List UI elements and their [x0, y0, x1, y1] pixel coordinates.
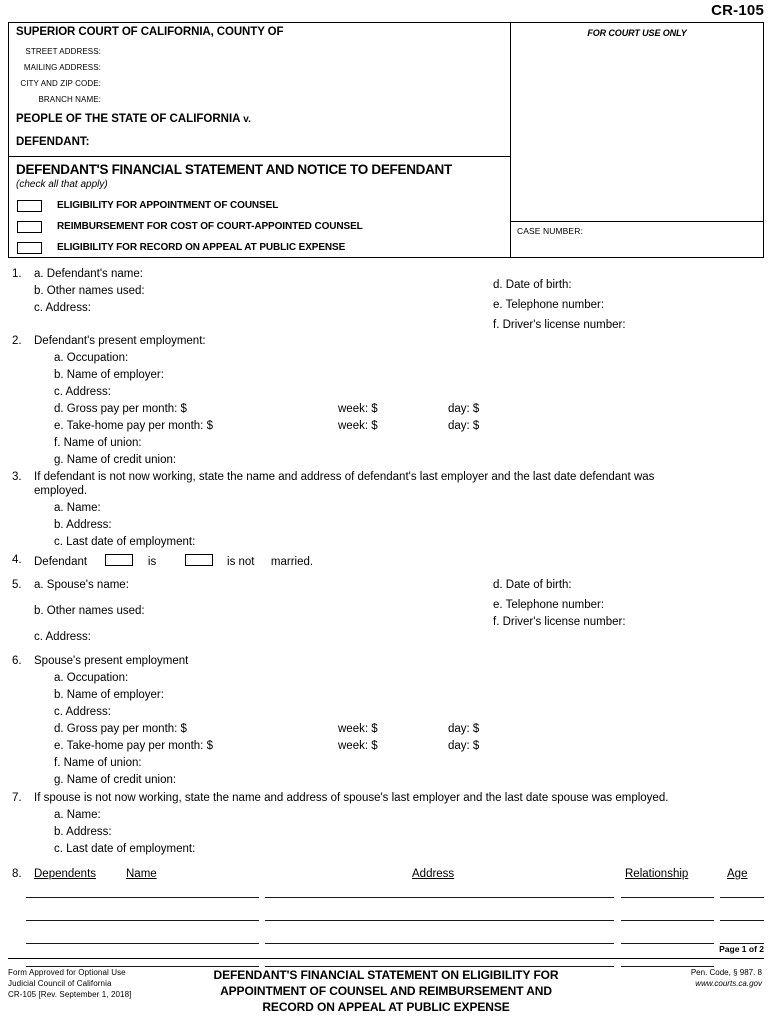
item-4-defendant-word: Defendant [34, 556, 88, 568]
item-5e-telephone-number[interactable]: e. Telephone number: [493, 599, 605, 611]
checkbox-label-reimbursement: REIMBURSEMENT FOR COST OF COURT-APPOINTED COUNSEL [57, 221, 363, 232]
item-3b-address[interactable]: b. Address: [54, 519, 112, 531]
item-5d-date-of-birth[interactable]: d. Date of birth: [493, 579, 572, 591]
page-indicator: Page 1 of 2 [719, 944, 764, 954]
footer-approved-line2: Judicial Council of California [8, 979, 112, 988]
item-1f-drivers-license[interactable]: f. Driver's license number: [493, 319, 626, 331]
footer-divider [8, 958, 764, 959]
document-title: DEFENDANT'S FINANCIAL STATEMENT AND NOTICE TO DEFENDANT [16, 162, 452, 177]
dependents-label: Dependents [34, 868, 97, 880]
item-2-title: Defendant's present employment: [34, 335, 206, 347]
footer-title-line3: RECORD ON APPEAL AT PUBLIC EXPENSE [262, 1000, 510, 1014]
item-6d-gross-pay-day[interactable]: day: $ [448, 723, 480, 735]
caption-left-panel [9, 23, 511, 257]
item-2g-name-of-credit-union[interactable]: g. Name of credit union: [54, 454, 177, 466]
for-court-use-only-label: FOR COURT USE ONLY [587, 28, 687, 38]
item-4-number: 4. [12, 554, 22, 566]
item-4-marital-status-row [34, 554, 313, 569]
column-header-relationship: Relationship [625, 868, 689, 880]
footer-reference-block [691, 967, 762, 989]
court-title: SUPERIOR COURT OF CALIFORNIA, COUNTY OF [16, 26, 284, 38]
item-2c-address[interactable]: c. Address: [54, 386, 111, 398]
people-plaintiff-line [16, 113, 251, 125]
checkbox-is-married[interactable] [105, 554, 133, 566]
item-7-title: If spouse is not now working, state the name and address of spouse's last employer and the last date spouse was employed. [34, 792, 669, 804]
item-6g-name-of-credit-union[interactable]: g. Name of credit union: [54, 774, 177, 786]
people-plaintiff-label: PEOPLE OF THE STATE OF CALIFORNIA [16, 113, 241, 125]
footer-title-block [0, 967, 772, 1015]
branch-name-row[interactable] [9, 92, 309, 108]
item-1b-other-names[interactable]: b. Other names used: [34, 285, 145, 297]
item-7b-address[interactable]: b. Address: [54, 826, 112, 838]
item-2a-occupation[interactable]: a. Occupation: [54, 352, 129, 364]
street-address-label: STREET ADDRESS: [25, 47, 101, 56]
dependent-row-2-relationship-line[interactable] [621, 920, 714, 921]
item-5c-address[interactable]: c. Address: [34, 631, 91, 643]
item-5a-spouse-name[interactable]: a. Spouse's name: [34, 579, 129, 591]
city-zip-row[interactable] [9, 76, 309, 92]
item-6c-address[interactable]: c. Address: [54, 706, 111, 718]
checkbox-is-not-married[interactable] [185, 554, 213, 566]
versus-label: v. [243, 114, 251, 125]
footer-title-line2: APPOINTMENT OF COUNSEL AND REIMBURSEMENT AND [220, 984, 552, 998]
court-address-fields [9, 44, 309, 108]
dependent-row-2-name-line[interactable] [26, 920, 259, 921]
item-4-is-label: is [147, 556, 157, 568]
caption-divider [9, 156, 510, 157]
dependent-row-2-address-line[interactable] [265, 920, 614, 921]
item-3c-last-date-employment[interactable]: c. Last date of employment: [54, 536, 196, 548]
item-6d-gross-pay-week[interactable]: week: $ [338, 723, 378, 735]
caption-box [8, 22, 764, 258]
item-2f-name-of-union[interactable]: f. Name of union: [54, 437, 142, 449]
branch-name-label: BRANCH NAME: [38, 95, 101, 104]
item-2d-gross-pay-day[interactable]: day: $ [448, 403, 480, 415]
footer-website-link[interactable]: www.courts.ca.gov [695, 979, 762, 988]
column-header-name: Name [126, 868, 157, 880]
item-6a-occupation[interactable]: a. Occupation: [54, 672, 129, 684]
item-4-is-not-label: is not [227, 556, 255, 568]
mailing-address-label: MAILING ADDRESS: [23, 63, 101, 72]
item-2e-take-home-day[interactable]: day: $ [448, 420, 480, 432]
item-2e-take-home-week[interactable]: week: $ [338, 420, 378, 432]
item-1e-telephone-number[interactable]: e. Telephone number: [493, 299, 605, 311]
defendant-label: DEFENDANT: [16, 136, 90, 148]
item-6e-take-home-day[interactable]: day: $ [448, 740, 480, 752]
dependent-row-1-address-line[interactable] [265, 897, 614, 898]
item-6f-name-of-union[interactable]: f. Name of union: [54, 757, 142, 769]
eligibility-checkbox-list [17, 195, 497, 258]
item-2d-gross-pay-week[interactable]: week: $ [338, 403, 378, 415]
dependent-row-2-age-line[interactable] [720, 920, 764, 921]
checkbox-row-record-on-appeal[interactable] [17, 237, 497, 258]
checkbox-record-on-appeal[interactable] [17, 242, 42, 254]
dependent-row-1-name-line[interactable] [26, 897, 259, 898]
checkbox-reimbursement[interactable] [17, 221, 42, 233]
item-3-title-line1: If defendant is not now working, state the name and address of defendant's last employer and the last date defendant was [34, 471, 655, 483]
item-6e-take-home-week[interactable]: week: $ [338, 740, 378, 752]
item-8-number: 8. [12, 868, 22, 880]
item-2b-name-of-employer[interactable]: b. Name of employer: [54, 369, 164, 381]
checkbox-label-record-on-appeal: ELIGIBILITY FOR RECORD ON APPEAL AT PUBLIC EXPENSE [57, 242, 346, 253]
dependent-row-1-age-line[interactable] [720, 897, 764, 898]
item-5b-other-names[interactable]: b. Other names used: [34, 605, 145, 617]
checkbox-row-reimbursement[interactable] [17, 216, 497, 237]
mailing-address-row[interactable] [9, 60, 309, 76]
dependent-row-3-name-line[interactable] [26, 943, 259, 944]
item-6d-gross-pay-month[interactable]: d. Gross pay per month: $ [54, 723, 187, 735]
check-all-that-apply-note: (check all that apply) [16, 179, 108, 190]
item-7a-name[interactable]: a. Name: [54, 809, 101, 821]
item-6e-take-home-month[interactable]: e. Take-home pay per month: $ [54, 740, 213, 752]
checkbox-label-appointment: ELIGIBILITY FOR APPOINTMENT OF COUNSEL [57, 200, 279, 211]
case-number-label[interactable]: CASE NUMBER: [517, 226, 583, 236]
form-number: CR-105 [711, 2, 764, 19]
item-1c-address[interactable]: c. Address: [34, 302, 91, 314]
caption-right-panel [511, 23, 763, 257]
item-3-number: 3. [12, 471, 22, 483]
item-6-title: Spouse's present employment [34, 655, 189, 667]
city-zip-label: CITY AND ZIP CODE: [20, 79, 101, 88]
dependent-row-3-address-line[interactable] [265, 943, 614, 944]
footer-approved-line1: Form Approved for Optional Use [8, 968, 126, 977]
item-6-number: 6. [12, 655, 22, 667]
item-1a-defendant-name[interactable]: a. Defendant's name: [34, 268, 143, 280]
footer-form-revision: CR-105 [Rev. September 1, 2018] [8, 990, 132, 999]
street-address-row[interactable] [9, 44, 309, 60]
item-2d-gross-pay-month[interactable]: d. Gross pay per month: $ [54, 403, 187, 415]
item-2e-take-home-month[interactable]: e. Take-home pay per month: $ [54, 420, 213, 432]
case-number-divider [511, 221, 763, 222]
checkbox-appointment-of-counsel[interactable] [17, 200, 42, 212]
item-4-married-label: married. [270, 556, 314, 568]
column-header-address: Address [412, 868, 455, 880]
footer-title-line1: DEFENDANT'S FINANCIAL STATEMENT ON ELIGIBILITY FOR [213, 968, 559, 982]
item-6b-name-of-employer[interactable]: b. Name of employer: [54, 689, 164, 701]
item-7-number: 7. [12, 792, 22, 804]
item-3a-name[interactable]: a. Name: [54, 502, 101, 514]
dependent-row-3-relationship-line[interactable] [621, 943, 714, 944]
item-7c-last-date-employment[interactable]: c. Last date of employment: [54, 843, 196, 855]
footer-penal-code-ref: Pen. Code, § 987. 8 [690, 968, 762, 977]
item-3-title-line2: employed. [34, 485, 88, 497]
item-2-number: 2. [12, 335, 22, 347]
item-1-number: 1. [12, 268, 22, 280]
item-5f-drivers-license[interactable]: f. Driver's license number: [493, 616, 626, 628]
dependent-row-1-relationship-line[interactable] [621, 897, 714, 898]
checkbox-row-appointment[interactable] [17, 195, 497, 216]
item-1d-date-of-birth[interactable]: d. Date of birth: [493, 279, 572, 291]
column-header-age: Age [727, 868, 748, 880]
item-5-number: 5. [12, 579, 22, 591]
